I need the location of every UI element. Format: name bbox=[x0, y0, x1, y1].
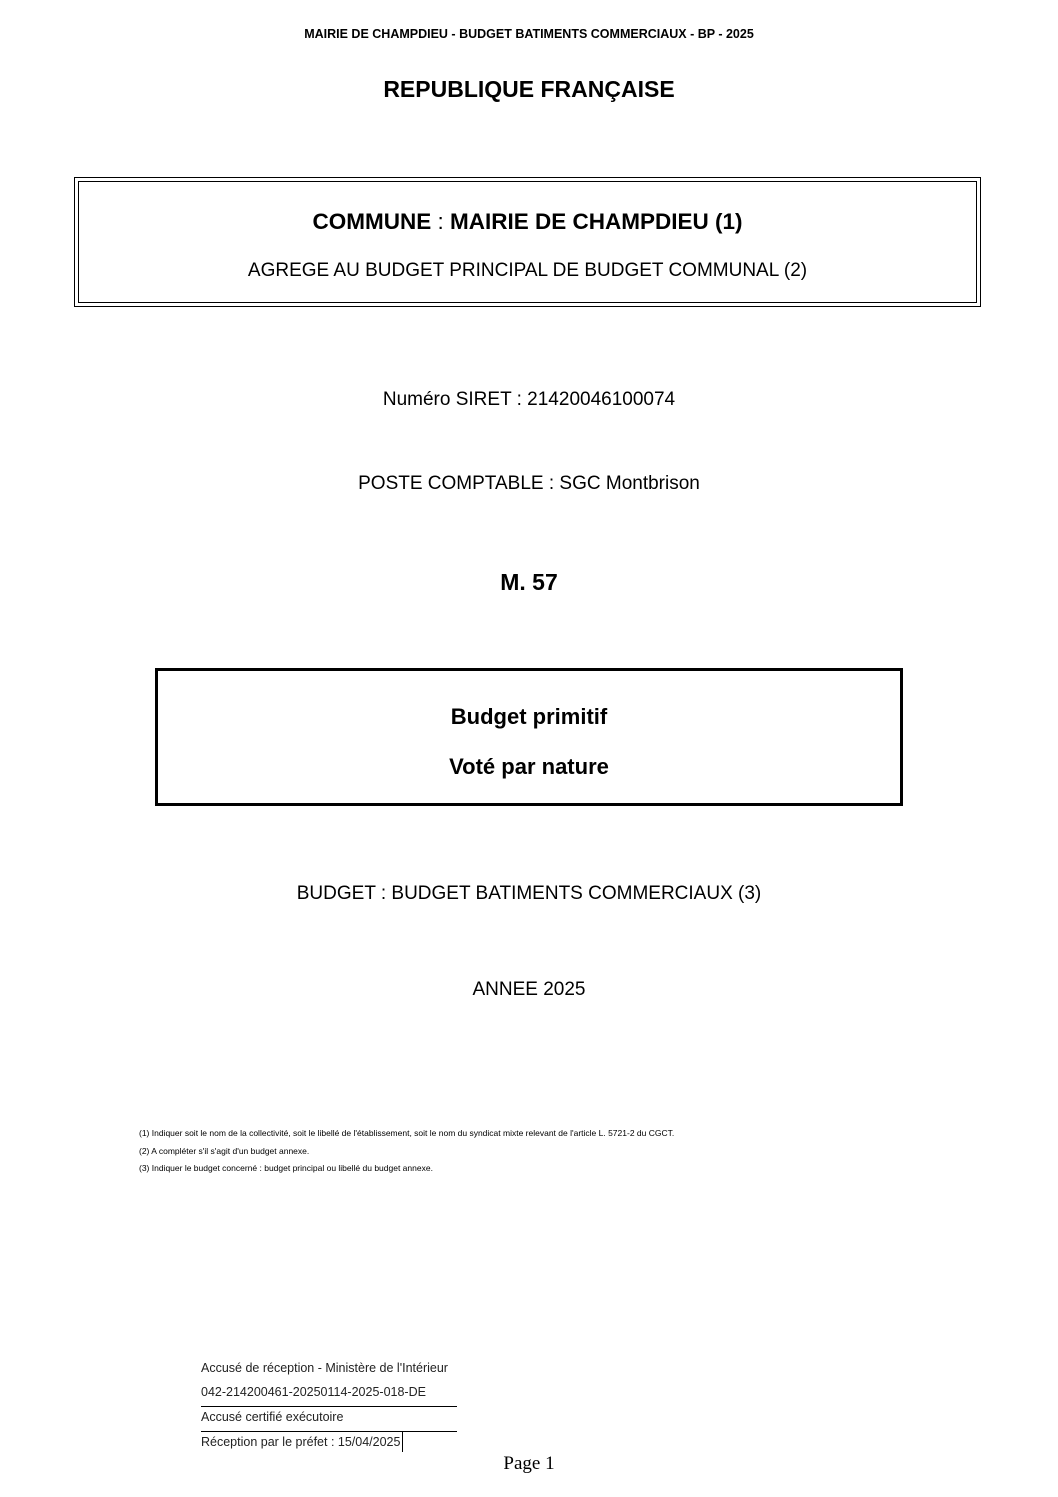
budget-vote: Voté par nature bbox=[449, 754, 609, 779]
republic-title: REPUBLIQUE FRANÇAISE bbox=[383, 76, 675, 102]
commune-line bbox=[79, 209, 976, 235]
commune-separator: : bbox=[431, 209, 450, 234]
reception-stamp bbox=[201, 1358, 491, 1456]
stamp-line-3: Accusé certifié exécutoire bbox=[201, 1407, 457, 1432]
page-number: Page 1 bbox=[503, 1453, 555, 1474]
budget-box bbox=[155, 668, 903, 806]
stamp-line-4: Réception par le préfet : 15/04/2025 bbox=[201, 1432, 403, 1452]
budget-type: Budget primitif bbox=[450, 704, 608, 729]
budget-year: ANNEE 2025 bbox=[472, 979, 586, 1000]
commune-box bbox=[74, 177, 981, 307]
siret-number: Numéro SIRET : 21420046100074 bbox=[382, 389, 676, 410]
commune-label: COMMUNE bbox=[312, 209, 432, 234]
running-header: MAIRIE DE CHAMPDIEU - BUDGET BATIMENTS COMMERCIAUX - BP - 2025 bbox=[304, 27, 754, 41]
stamp-line-1: Accusé de réception - Ministère de l'Intérieur bbox=[201, 1361, 448, 1375]
footnote-2: (2) A compléter s'il s'agit d'un budget annexe. bbox=[139, 1146, 310, 1156]
stamp-line-2: 042-214200461-20250114-2025-018-DE bbox=[201, 1382, 457, 1407]
commune-name: MAIRIE DE CHAMPDIEU (1) bbox=[450, 209, 743, 234]
poste-comptable: POSTE COMPTABLE : SGC Montbrison bbox=[358, 473, 700, 494]
budget-name: BUDGET : BUDGET BATIMENTS COMMERCIAUX (3) bbox=[296, 883, 762, 904]
agrege-line: AGREGE AU BUDGET PRINCIPAL DE BUDGET COMMUNAL (2) bbox=[247, 260, 808, 281]
footnote-3: (3) Indiquer le budget concerné : budget principal ou libellé du budget annexe. bbox=[139, 1163, 433, 1173]
commune-box-inner-border bbox=[78, 181, 977, 303]
nomenclature: M. 57 bbox=[500, 569, 558, 595]
footnote-1: (1) Indiquer soit le nom de la collectivité, soit le libellé de l'établissement, soit le nom du syndicat mixte relevant de l'article L. 5721-2 du CGCT. bbox=[139, 1128, 675, 1138]
